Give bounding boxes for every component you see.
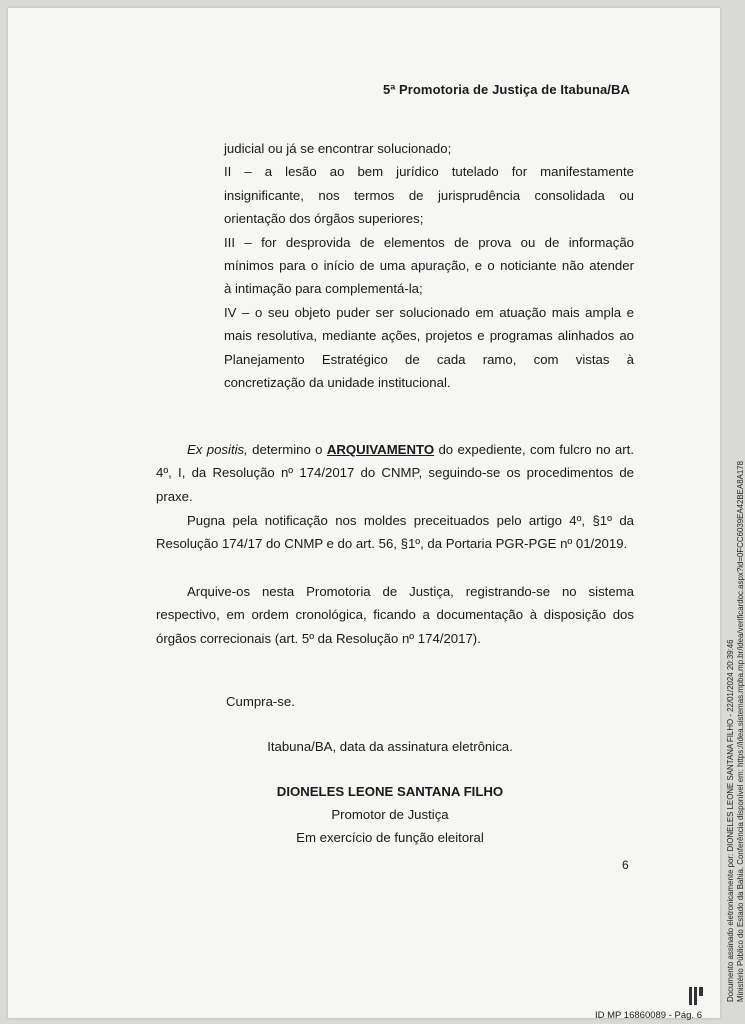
- paragraph-text: Pugna pela notificação nos moldes preceituados pelo artigo 4º, §1º da Resolução 174/17 do CNMP e do art. 56, §1º, da Portaria PGR-PGE nº 01/2019.: [156, 513, 634, 552]
- list-line: orientação dos órgãos superiores;: [224, 211, 424, 227]
- archive-paragraph: [156, 580, 634, 650]
- legal-items-list: [224, 137, 634, 394]
- stamp-line: Ministério Público do Estado da Bahia. Conferência disponível em: https://idea.sistemas.mpba.mp.br/idea/verificardoc.aspx?id=0FCC6039EA42BEA8A178: [735, 460, 745, 1002]
- list-line: IV – o seu objeto puder ser solucionado em atuação mais ampla e: [224, 304, 634, 320]
- ex-positis-text: Ex positis,: [187, 442, 248, 457]
- list-line: III – for desprovida de elementos de prova ou de informação: [224, 234, 634, 250]
- page-header: 5ª Promotoria de Justiça de Itabuna/BA: [383, 82, 630, 97]
- decision-paragraph: [156, 438, 634, 508]
- electronic-signature-stamp: [726, 461, 745, 1002]
- signer-name: DIONELES LEONE SANTANA FILHO: [276, 784, 504, 799]
- document-id-footer: ID MP 16860089 - Pág. 6: [594, 1010, 702, 1021]
- cumpra-se-text: Cumpra-se.: [226, 694, 295, 709]
- notification-paragraph: [156, 509, 634, 556]
- list-line: Planejamento Estratégico de cada ramo, com vistas à: [224, 351, 634, 367]
- list-line: concretização da unidade institucional.: [224, 375, 451, 391]
- list-line: mais resolutiva, mediante ações, projetos e programas alinhados ao: [224, 328, 634, 344]
- signature-location: Itabuna/BA, data da assinatura eletrônica.: [267, 739, 513, 754]
- signer-function: Em exercício de função eleitoral: [296, 830, 484, 845]
- list-line: insignificante, nos termos de jurisprudência consolidada ou: [224, 187, 634, 203]
- paragraph-text: determino o: [247, 442, 327, 457]
- mp-logo-icon: [688, 985, 704, 1007]
- paragraph-text: do expediente, com fulcro no art. 4º, I, da Resolução nº 174/2017 do CNMP, seguindo-se os procedimentos de praxe.: [156, 442, 634, 504]
- list-line: judicial ou já se encontrar solucionado;: [224, 141, 452, 156]
- signer-role: Promotor de Justiça: [331, 807, 449, 822]
- stamp-line: Documento assinado eletronicamente por: DIONELES LEONE SANTANA FILHO - 22/01/2024 20:39:46: [726, 639, 735, 1002]
- arquivamento-text: ARQUIVAMENTO: [326, 442, 435, 457]
- paragraph-text: Arquive-os nesta Promotoria de Justiça, registrando-se no sistema respectivo, em ordem cronológica, ficando a documentação à disposição dos órgãos correcionais (art. 5º da Resolução nº 174/2017).: [156, 584, 634, 646]
- list-line: à intimação para complementá-la;: [224, 281, 423, 297]
- list-line: II – a lesão ao bem jurídico tutelado for manifestamente: [224, 164, 634, 180]
- list-line: mínimos para o início de uma apuração, e o noticiante não atender: [224, 258, 634, 274]
- page-number: 6: [622, 858, 629, 872]
